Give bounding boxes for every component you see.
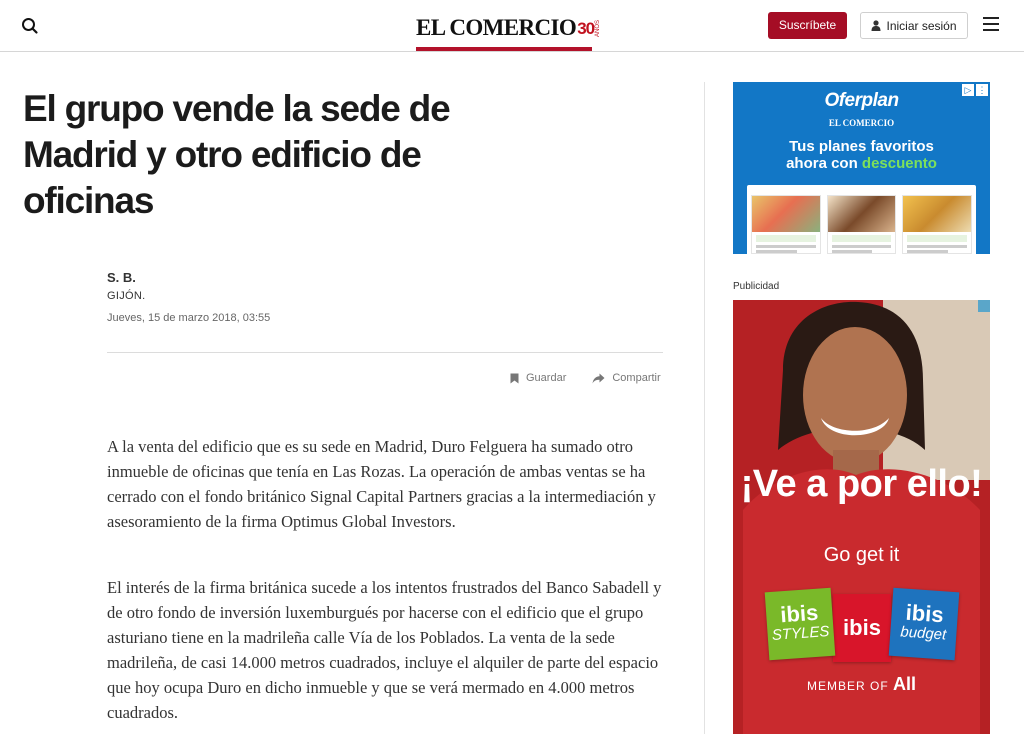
ad-brand: Oferplan (824, 90, 899, 111)
ad-offer-card[interactable] (902, 195, 972, 254)
user-icon (871, 20, 881, 31)
article-paragraph-2: El interés de la firma británica sucede a los intentos frustrados del Banco Sabadell y de otro fondo de inversión luxemburgués por hacerse con el edificio que el grupo asturiano tiene en la madrileña calle Vía de los Poblados. La venta de la sede madrileña, de casi 14.000 metros cuadrados, incluye el alquiler de parte del espacio que hoy ocupa Duro en dicho inmueble y que se verá mermado en 4.000 metros cuadrados. (107, 578, 662, 722)
ad-tagline-highlight: descuento (861, 155, 937, 172)
offer-image (828, 196, 896, 232)
article-paragraph-1: A la venta del edificio que es su sede en Madrid, Duro Felguera ha sumado otro inmueble de oficinas que tenía en Las Rozas. La operación de ambas ventas se ha cerrado con el fondo británico Signal Capital Partners gracias a la intermediación y asesoramiento de la firma Optimus Global Investors. (107, 437, 656, 531)
article-headline: El grupo vende la sede de Madrid y otro edificio de oficinas (23, 88, 450, 221)
ad-options-icon[interactable]: ⋮ (977, 85, 987, 95)
ad-tagline-line-2 (733, 155, 990, 172)
search-button[interactable] (18, 14, 42, 38)
article-author[interactable]: S. B. (107, 270, 136, 285)
offer-image (903, 196, 971, 232)
share-label: Compartir (612, 372, 661, 384)
ibis-logo: ibis (833, 594, 891, 662)
share-arrow-icon (592, 373, 605, 384)
ad-tagline-line-1: Tus planes favoritos (789, 138, 934, 155)
ad-offer-card[interactable] (827, 195, 897, 254)
ad-offer-cards (747, 185, 976, 254)
ad-subline: Go get it (823, 544, 900, 566)
ad-corner-marker (978, 300, 990, 312)
save-label: Guardar (526, 372, 567, 384)
logo-anniversary-suffix: AÑOS (595, 19, 602, 37)
login-label: Iniciar sesión (886, 18, 957, 33)
article-location: GIJÓN. (107, 290, 146, 302)
save-button[interactable] (510, 372, 566, 384)
article-actions (510, 372, 661, 384)
ad-photo-person (733, 300, 990, 734)
search-icon (18, 14, 42, 38)
ad-member-of (733, 674, 990, 695)
ad-tagline (733, 138, 990, 172)
logo-anniversary: 30 (577, 19, 595, 38)
ibis-budget-logo: ibis budget (889, 588, 960, 660)
article-date: Jueves, 15 de marzo 2018, 03:55 (107, 312, 271, 324)
ibis-ad-banner[interactable] (733, 300, 990, 734)
ibis-logos (767, 590, 957, 662)
ibis-styles-logo: ibis STYLES (765, 588, 836, 660)
all-logo: All (893, 674, 917, 694)
logo-text: EL COMERCIO (416, 15, 577, 40)
site-header (0, 0, 1024, 52)
hamburger-menu-icon[interactable] (983, 17, 999, 31)
offer-image (752, 196, 820, 232)
ad-tagline-prefix: ahora con (786, 155, 858, 172)
subscribe-button[interactable]: Suscríbete (768, 12, 847, 39)
column-divider (704, 82, 705, 734)
site-logo[interactable] (416, 12, 601, 40)
ad-offer-card[interactable] (751, 195, 821, 254)
logo-underline (416, 47, 592, 51)
ad-slogan: ¡Ve a por ello! (740, 463, 983, 505)
member-text: MEMBER OF (806, 679, 889, 693)
byline-divider (107, 352, 663, 353)
bookmark-icon (510, 373, 519, 384)
ad-sub-brand: EL COMERCIO (828, 118, 895, 128)
adchoices-icon[interactable]: ▷ (962, 84, 974, 96)
share-button[interactable] (592, 372, 660, 384)
oferplan-ad-banner[interactable] (733, 82, 990, 254)
login-button[interactable] (860, 12, 968, 39)
ad-label: Publicidad (733, 281, 780, 292)
